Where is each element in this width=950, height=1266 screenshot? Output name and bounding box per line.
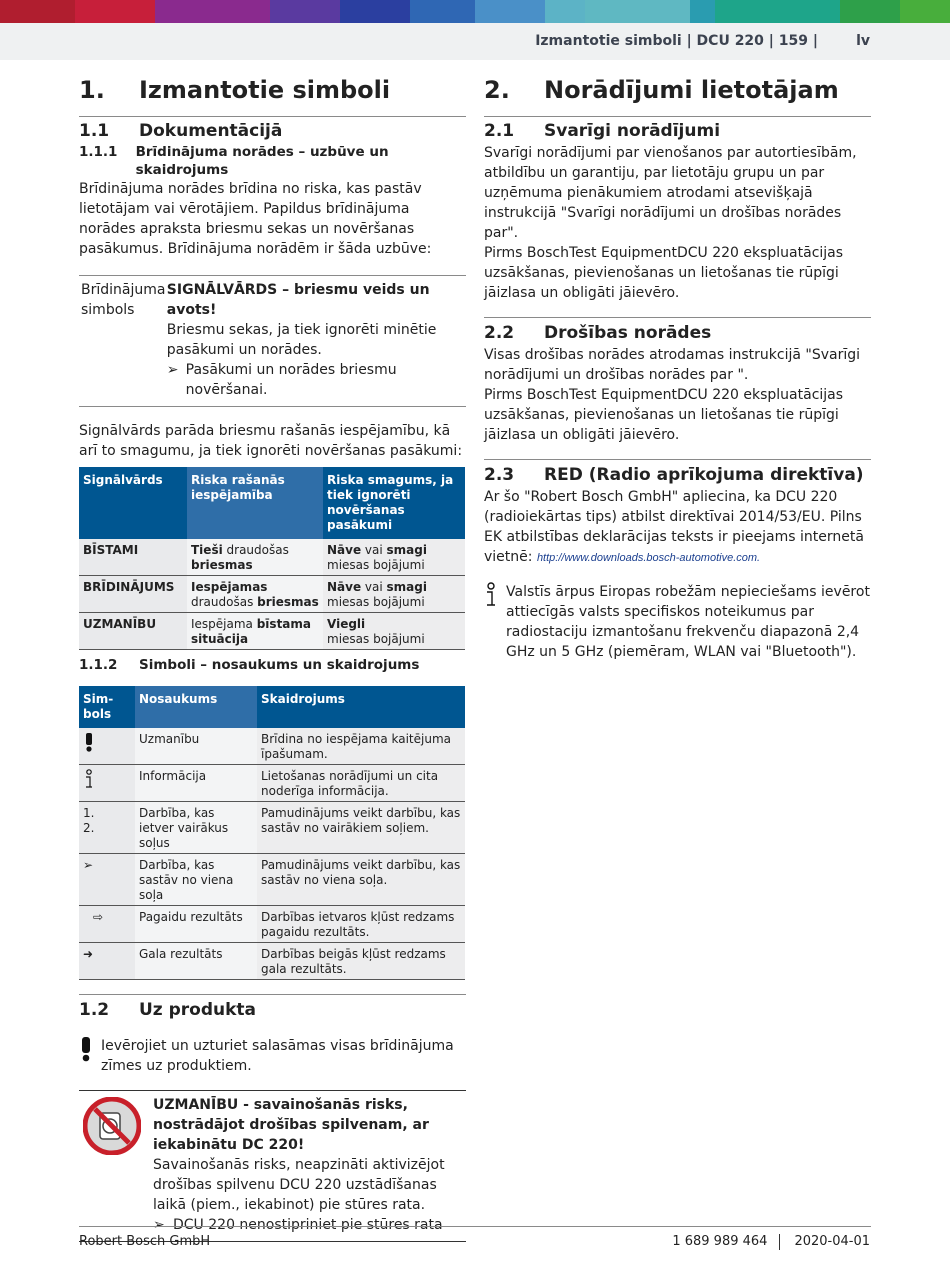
warning-consequence: Briesmu sekas, ja tiek ignorēti minētie pasākumi un norādes. — [166, 322, 437, 358]
symbol-table-header: Nosaukums — [135, 686, 257, 728]
warning-intro-text: Brīdinājuma norādes brīdina no riska, kas pastāv lietotājam vai vērotājiem. Papildus brīdinājuma norādes apraksta briesmu sekas un novēršanas pasākumus. Brīdinājuma norādēm ir šāda uzbūve: — [79, 181, 432, 257]
no-airbag-prohibition-icon — [83, 1097, 141, 1155]
section-1-1-heading: 1.1 Dokumentācijā — [79, 121, 283, 141]
table-row: Informācija Lietošanas norādījumi un cita noderīga informācija. — [79, 765, 465, 802]
symbol-table — [79, 686, 465, 980]
section-2-1-text-2: Pirms BoschTest EquipmentDCU 220 ekspluatācijas uzsākšanas, pievienošanas un lietošanas tie rūpīgi jāizlasa un obligāti jāievēro. — [484, 245, 844, 301]
table-row: 1. 2. Darbība, kas ietver vairākus soļus Pamudinājums veikt darbību, kas sastāv no vairākiem soļiem. — [79, 802, 465, 854]
section-2-3-text: Ar šo "Robert Bosch GmbH" apliecina, ka DCU 220 (radioiekārtas tips) atbilst direktīvai 2014/53/EU. Pilns EK atbilstības deklarācijas teksts ir pieejams internetā vietnē: http://www.downloads.bosch-automotive.com. — [484, 489, 864, 565]
arrowhead-icon: ➢ — [153, 1217, 165, 1233]
left-column — [79, 60, 466, 1242]
exclamation-icon — [79, 1036, 93, 1062]
caution-description: Savainošanās risks, neapzināti aktivizējot drošības spilvenu DCU 220 uzstādīšanas laikā (piem., iekabinot) pie stūres rata. — [153, 1157, 445, 1213]
table-row: UZMANĪBU Iespējama bīstama situācija Viegli miesas bojājumi — [79, 613, 465, 650]
caution-title: UZMANĪBU - savainošanās risks, nostrādājot drošības spilvenam, ar iekabinātu DC 220! — [153, 1097, 429, 1153]
section-1-2-heading: 1.2 Uz produkta — [79, 1000, 257, 1020]
signal-word-table — [79, 467, 465, 650]
product-note-text: Ievērojiet un uzturiet salasāmas visas brīdinājuma zīmes uz produktiem. — [101, 1038, 454, 1074]
table-row: ⇨ Pagaidu rezultāts Darbības ietvaros kļūst redzams pagaidu rezultāts. — [79, 906, 465, 943]
arrowhead-icon: ➢ — [79, 854, 135, 906]
signal-word-intro: Signālvārds parāda briesmu rašanās iespējamību, kā arī to smagumu, ja tiek ignorēti novēršanas pasākumi: — [79, 423, 463, 459]
footer-date: 2020-04-01 — [794, 1234, 870, 1249]
section-1-1-2-heading: 1.1.2 Simboli – nosaukums un skaidrojums — [79, 657, 420, 673]
hollow-arrow-icon: ⇨ — [79, 906, 135, 943]
section-2-2-heading: 2.2 Drošības norādes — [484, 323, 712, 343]
footer-company: Robert Bosch GmbH — [79, 1234, 211, 1249]
warning-symbol-label: Brīdinājuma simbols — [81, 282, 166, 318]
section-2-3-heading: 2.3 RED (Radio aprīkojuma direktīva) — [484, 465, 864, 485]
table-row: ➜ Gala rezultāts Darbības beigās kļūst redzams gala rezultāts. — [79, 943, 465, 980]
section-1-heading: 1. Izmantotie simboli — [79, 76, 466, 117]
table-row: Uzmanību Brīdina no iespējama kaitējuma īpašumam. — [79, 728, 465, 765]
caution-measure: DCU 220 nenostipriniet pie stūres rata — [173, 1217, 443, 1233]
warning-measure: Pasākumi un norādes briesmu novēršanai. — [185, 362, 397, 398]
signal-table-header: Signālvārds — [79, 467, 187, 539]
page-header — [0, 23, 950, 60]
section-2-2-text: Visas drošības norādes atrodamas instrukcijā "Svarīgi norādījumi un drošības norādes par ". — [484, 347, 860, 383]
solid-arrow-icon: ➜ — [79, 943, 135, 980]
symbol-table-header: Sim-bols — [79, 686, 135, 728]
info-icon — [83, 769, 95, 789]
warning-signal-word: SIGNĀLVĀRDS – briesmu veids un avots! — [166, 282, 430, 318]
radio-note-text: Valstīs ārpus Eiropas robežām nepieciešams ievērot attiecīgās valsts specifiskos noteikumus par radiostaciju izmantošanu frekvenču diapazonā 2,4 GHz un 5 GHz (piemēram, WLAN vai "Bluetooth"). — [506, 584, 870, 660]
section-2-heading: 2. Norādījumi lietotājam — [484, 76, 871, 117]
header-title: Izmantotie simboli | DCU 220 | 159 | — [535, 33, 818, 49]
section-2-1-text: Svarīgi norādījumi par vienošanos par autortiesībām, atbildību un garantiju, par lietotāju grupu un par uzņēmuma pienākumiem atrodami atsevišķajā instrukcijā "Svarīgi norādījumi un drošības norādes par". — [484, 145, 857, 241]
radio-note — [484, 582, 871, 662]
exclamation-icon — [83, 732, 95, 752]
signal-table-header: Riska smagums, ja tiek ignorēti novēršanas pasākumi — [323, 467, 465, 539]
downloads-link[interactable]: http://www.downloads.bosch-automotive.com. — [536, 552, 761, 564]
product-note — [79, 1036, 466, 1076]
table-row: BĪSTAMI Tieši draudošas briesmas Nāve vai smagi miesas bojājumi — [79, 539, 465, 576]
numbered-steps-icon: 1. 2. — [79, 802, 135, 854]
table-row: ➢ Darbība, kas sastāv no viena soļa Pamudinājums veikt darbību, kas sastāv no viena soļa. — [79, 854, 465, 906]
caution-box — [79, 1090, 466, 1242]
section-2-1-heading: 2.1 Svarīgi norādījumi — [484, 121, 721, 141]
footer-divider — [79, 1226, 871, 1227]
warning-structure-box — [79, 275, 466, 407]
header-language: lv — [856, 33, 870, 49]
footer-doc-number: 1 689 989 464 — [672, 1234, 768, 1249]
footer-info — [672, 1234, 870, 1250]
section-1-1-1-heading: 1.1.1 Brīdinājuma norādes – uzbūve un skaidrojums — [79, 144, 389, 178]
brand-color-band — [0, 0, 950, 23]
arrowhead-icon: ➢ — [166, 362, 179, 378]
table-row: BRĪDINĀJUMS Iespējamas draudošas briesmas Nāve vai smagi miesas bojājumi — [79, 576, 465, 613]
right-column — [484, 60, 871, 662]
section-2-2-text-2: Pirms BoschTest EquipmentDCU 220 ekspluatācijas uzsākšanas, pievienošanas un lietošanas tie rūpīgi jāizlasa un obligāti jāievēro. — [484, 387, 844, 443]
symbol-table-header: Skaidrojums — [257, 686, 465, 728]
info-icon — [484, 582, 498, 608]
signal-table-header: Riska rašanās iespējamība — [187, 467, 323, 539]
